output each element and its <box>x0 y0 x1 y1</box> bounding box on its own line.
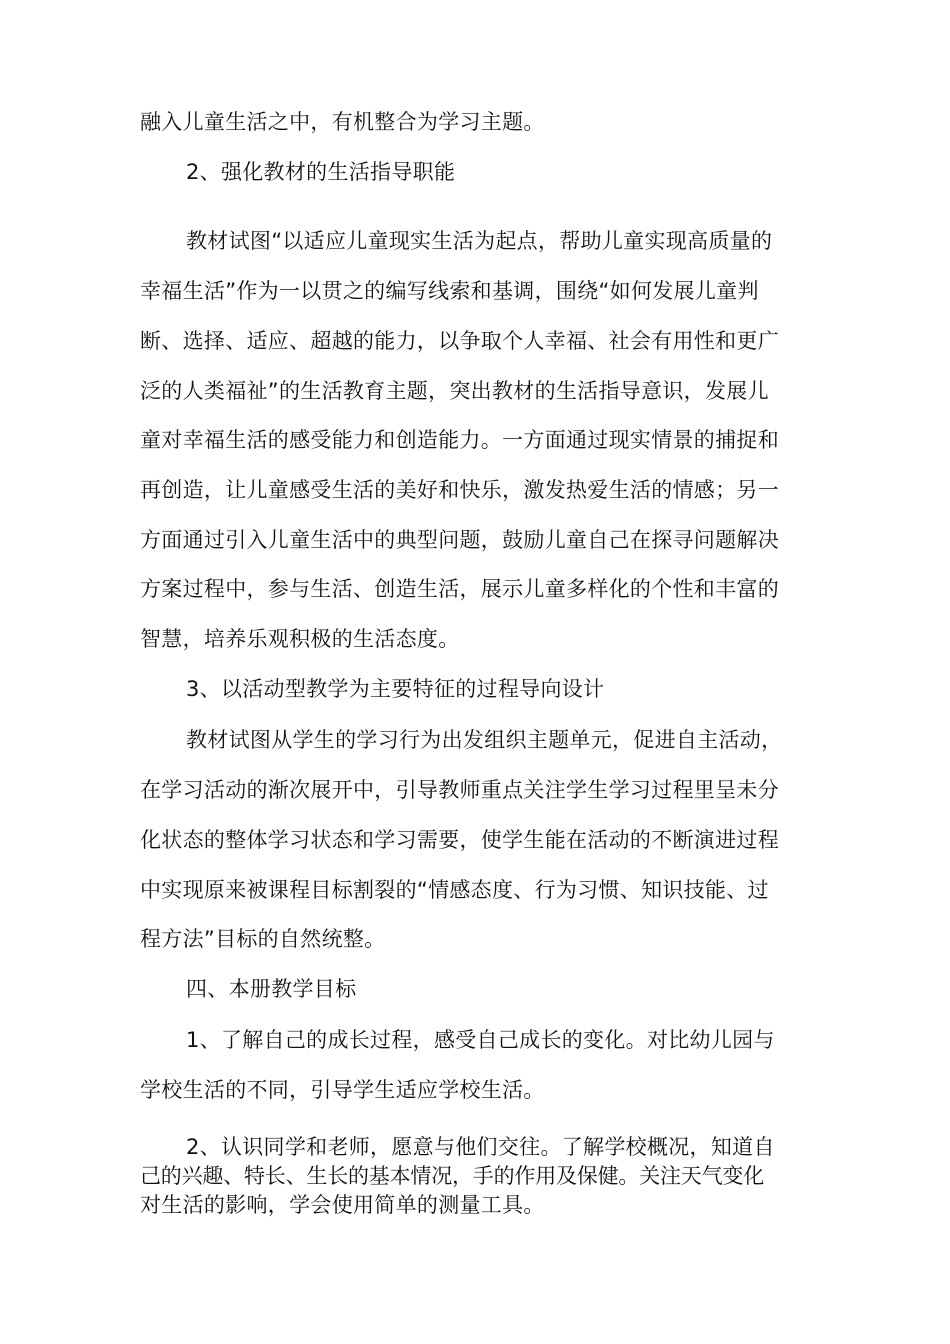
text-line: 童对幸福生活的感受能力和创造能力。一方面通过现实情景的捕捉和 <box>140 428 779 452</box>
text-line: 1、了解自己的成长过程，感受自己成长的变化。对比幼儿园与 <box>186 1028 775 1052</box>
text-line: 化状态的整体学习状态和学习需要，使学生能在活动的不断演进过程 <box>140 828 779 852</box>
text-line: 方面通过引入儿童生活中的典型问题，鼓励儿童自己在探寻问题解决 <box>140 528 779 552</box>
text-line: 己的兴趣、特长、生长的基本情况，手的作用及保健。关注天气变化 <box>140 1164 764 1188</box>
text-line: 教材试图“以适应儿童现实生活为起点，帮助儿童实现高质量的 <box>186 229 773 253</box>
text-line: 方案过程中，参与生活、创造生活，展示儿童多样化的个性和丰富的 <box>140 577 779 601</box>
text-line: 程方法”目标的自然统整。 <box>140 927 386 951</box>
text-line: 断、选择、适应、超越的能力，以争取个人幸福、社会有用性和更广 <box>140 329 779 353</box>
text-line: 中实现原来被课程目标割裂的“情感态度、行为习惯、知识技能、过 <box>140 878 769 902</box>
text-line: 智慧，培养乐观积极的生活态度。 <box>140 627 460 651</box>
text-line: 2、认识同学和老师，愿意与他们交往。了解学校概况，知道自 <box>186 1135 775 1159</box>
text-line: 对生活的影响，学会使用简单的测量工具。 <box>140 1193 545 1217</box>
text-line: 幸福生活”作为一以贯之的编写线索和基调，围绕“如何发展儿童判 <box>140 279 759 303</box>
text-line: 在学习活动的渐次展开中，引导教师重点关注学生学习过程里呈未分 <box>140 778 779 802</box>
section-heading: 四、本册教学目标 <box>186 977 357 1001</box>
text-line: 再创造，让儿童感受生活的美好和快乐，激发热爱生活的情感；另一 <box>140 478 779 502</box>
text-line: 教材试图从学生的学习行为出发组织主题单元，促进自主活动， <box>186 728 783 752</box>
text-line: 学校生活的不同，引导学生适应学校生活。 <box>140 1078 545 1102</box>
section-heading: 2、强化教材的生活指导职能 <box>186 160 456 184</box>
section-heading: 3、以活动型教学为主要特征的过程导向设计 <box>186 677 605 701</box>
text-line: 泛的人类福祉”的生活教育主题，突出教材的生活指导意识，发展儿 <box>140 379 769 403</box>
text-line: 融入儿童生活之中，有机整合为学习主题。 <box>140 110 545 134</box>
